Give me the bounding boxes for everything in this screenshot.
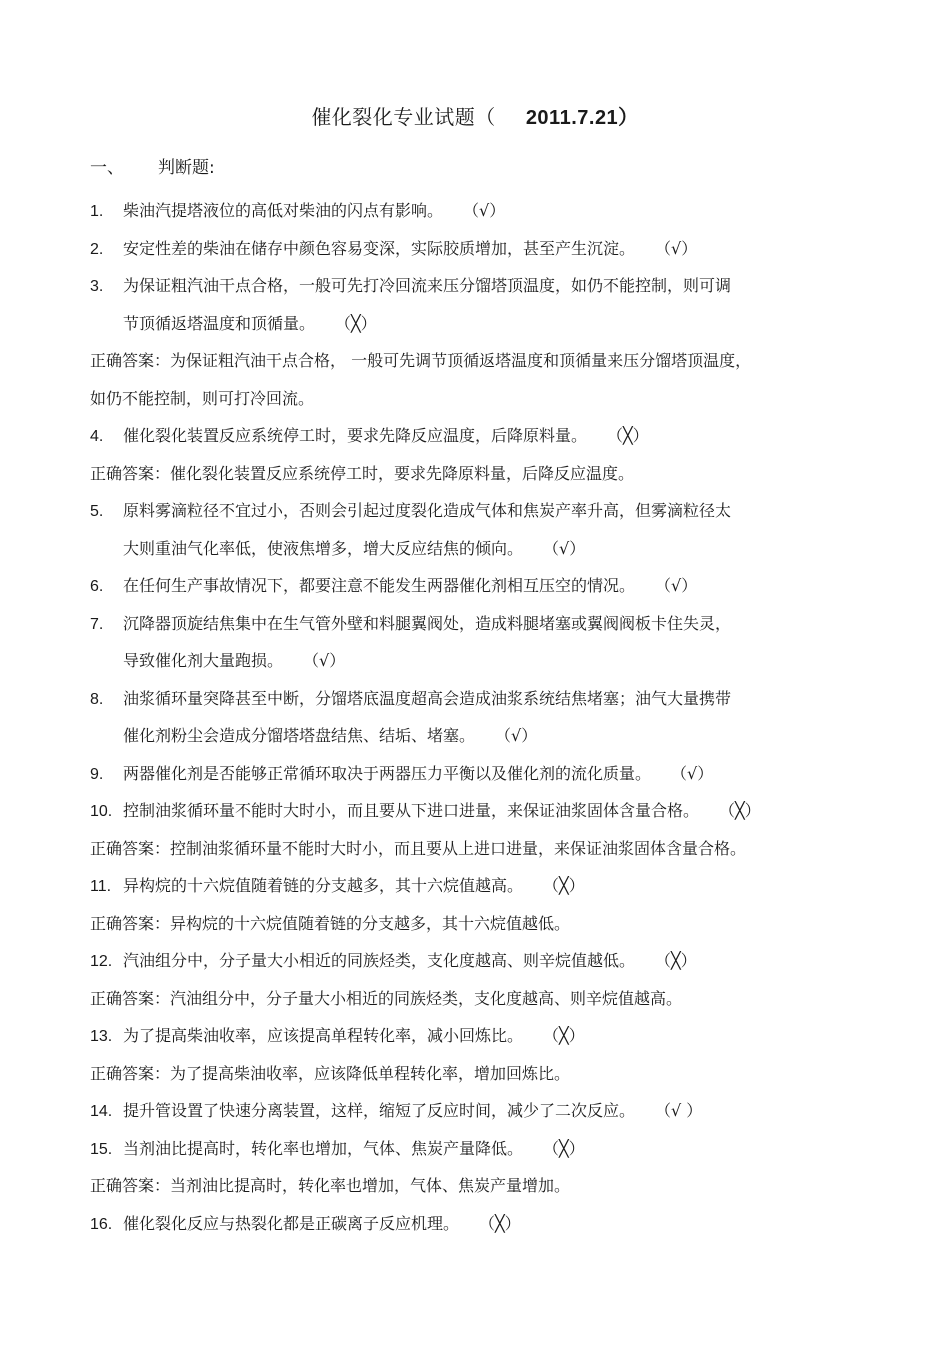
line-text: 安定性差的柴油在储存中颜色容易变深，实际胶质增加，甚至产生沉淀。: [123, 238, 636, 258]
answer-mark: （╳）: [663, 951, 697, 970]
question-number: 15.: [90, 1140, 113, 1158]
line-text: 催化剂粉尘会造成分馏塔塔盘结焦、结垢、堵塞。: [123, 726, 476, 745]
answer-mark: （√）: [663, 238, 698, 258]
correct-answer-line: [90, 1171, 890, 1209]
question-number: 12.: [90, 953, 113, 970]
question-item: [90, 496, 890, 534]
question-item: [90, 196, 890, 234]
correct-answer-line: [90, 459, 890, 497]
question-number: 8.: [90, 690, 104, 708]
answer-mark: （╳）: [343, 313, 377, 333]
question-number: 7.: [90, 615, 104, 633]
line-text: 沉降器顶旋结焦集中在生气管外壁和料腿翼阀处，造成料腿堵塞或翼阀阀板卡住失灵，: [123, 613, 732, 633]
line-text: 导致催化剂大量跑损。: [123, 651, 284, 670]
answer-mark: （√）: [679, 763, 714, 783]
question-item: [90, 421, 890, 459]
line-text: 正确答案：异构烷的十六烷值随着链的分支越多，其十六烷值越低。: [90, 913, 571, 933]
question-number: 5.: [90, 503, 104, 520]
line-text: 控制油浆循环量不能时大时小，而且要从下进口进量，来保证油浆固体含量合格。: [123, 801, 700, 820]
question-number: 3.: [90, 278, 104, 295]
answer-mark: （╳）: [551, 1026, 585, 1045]
section-label: 判断题:: [158, 158, 215, 178]
line-text: 正确答案：为保证粗汽油干点合格， 一般可先调节顶循返塔温度和顶循量来压分馏塔顶温度，: [90, 351, 752, 370]
question-item: [90, 271, 890, 309]
correct-answer-line: [90, 834, 890, 872]
question-item: [90, 1134, 890, 1172]
answer-mark: （╳）: [727, 801, 761, 820]
line-text: 如仍不能控制，则可打冷回流。: [90, 388, 315, 408]
page-title: [0, 101, 950, 134]
correct-answer-line: [90, 984, 890, 1022]
line-text: 节顶循返塔温度和顶循量。: [123, 313, 316, 333]
title-date: 2011.7.21）: [525, 107, 639, 129]
section-number: 一、: [90, 158, 124, 178]
line-text: 正确答案：当剂油比提高时，转化率也增加，气体、焦炭产量增加。: [90, 1176, 571, 1195]
question-continuation: [90, 534, 890, 572]
question-number: 10.: [90, 803, 113, 820]
question-item: [90, 1209, 890, 1247]
correct-answer-line: [90, 346, 890, 384]
line-text: 正确答案：汽油组分中，分子量大小相近的同族烃类，支化度越高、则辛烷值越高。: [90, 988, 683, 1008]
answer-mark: （√）: [471, 201, 506, 220]
question-number: 4.: [90, 428, 104, 445]
question-continuation: [90, 309, 890, 347]
question-continuation: [90, 721, 890, 759]
question-number: 14.: [90, 1103, 113, 1120]
question-item: [90, 234, 890, 272]
title-text: 催化裂化专业试题（: [311, 105, 496, 129]
question-item: [90, 684, 890, 722]
line-text: 正确答案：控制油浆循环量不能时大时小，而且要从上进口进量，来保证油浆固体含量合格。: [90, 838, 747, 858]
line-text: 异构烷的十六烷值随着链的分支越多，其十六烷值越高。: [123, 876, 524, 895]
question-number: 13.: [90, 1028, 113, 1045]
section-heading: [90, 153, 215, 183]
line-text: 提升管设置了快速分离装置，这样，缩短了反应时间，减少了二次反应。: [123, 1101, 636, 1120]
answer-mark: （╳）: [551, 876, 585, 895]
line-text: 为了提高柴油收率，应该提高单程转化率，减小回炼比。: [123, 1026, 524, 1045]
line-text: 正确答案：为了提高柴油收率，应该降低单程转化率，增加回炼比。: [90, 1063, 571, 1083]
question-item: [90, 1096, 890, 1134]
line-text: 正确答案：催化裂化装置反应系统停工时，要求先降原料量，后降反应温度。: [90, 463, 635, 483]
answer-mark: （╳）: [615, 426, 649, 445]
answer-mark: （√）: [503, 726, 538, 745]
question-item: [90, 759, 890, 797]
line-text: 两器催化剂是否能够正常循环取决于两器压力平衡以及催化剂的流化质量。: [123, 763, 652, 783]
answer-mark: （√ ）: [663, 1101, 703, 1120]
answer-mark: （╳）: [487, 1213, 521, 1233]
question-item: [90, 871, 890, 909]
line-text: 汽油组分中，分子量大小相近的同族烃类，支化度越高、则辛烷值越低。: [123, 951, 636, 970]
correct-answer-line: [90, 384, 890, 422]
line-text: 催化裂化装置反应系统停工时，要求先降反应温度，后降原料量。: [123, 426, 588, 445]
question-number: 6.: [90, 578, 104, 595]
line-text: 在任何生产事故情况下，都要注意不能发生两器催化剂相互压空的情况。: [123, 576, 636, 595]
correct-answer-line: [90, 1059, 890, 1097]
question-item: [90, 1021, 890, 1059]
line-text: 大则重油气化率低，使液焦增多，增大反应结焦的倾向。: [123, 538, 524, 558]
answer-mark: （√）: [663, 576, 698, 595]
question-item: [90, 796, 890, 834]
question-number: 11.: [90, 878, 112, 895]
answer-mark: （╳）: [551, 1138, 585, 1158]
answer-mark: （√）: [551, 538, 586, 558]
question-item: [90, 609, 890, 647]
question-item: [90, 571, 890, 609]
line-text: 为保证粗汽油干点合格，一般可先打冷回流来压分馏塔顶温度，如仍不能控制，则可调: [123, 276, 732, 295]
question-number: 16.: [90, 1215, 113, 1233]
line-text: 柴油汽提塔液位的高低对柴油的闪点有影响。: [123, 201, 444, 220]
question-number: 2.: [90, 240, 104, 258]
question-item: [90, 946, 890, 984]
question-number: 9.: [90, 765, 104, 783]
question-list: [90, 196, 890, 1246]
answer-mark: （√）: [311, 651, 346, 670]
line-text: 催化裂化反应与热裂化都是正碳离子反应机理。: [123, 1213, 460, 1233]
correct-answer-line: [90, 909, 890, 947]
line-text: 当剂油比提高时，转化率也增加，气体、焦炭产量降低。: [123, 1138, 524, 1158]
question-number: 1.: [90, 203, 104, 220]
line-text: 原料雾滴粒径不宜过小，否则会引起过度裂化造成气体和焦炭产率升高，但雾滴粒径太: [123, 501, 732, 520]
question-continuation: [90, 646, 890, 684]
line-text: 油浆循环量突降甚至中断，分馏塔底温度超高会造成油浆系统结焦堵塞；油气大量携带: [123, 688, 732, 708]
